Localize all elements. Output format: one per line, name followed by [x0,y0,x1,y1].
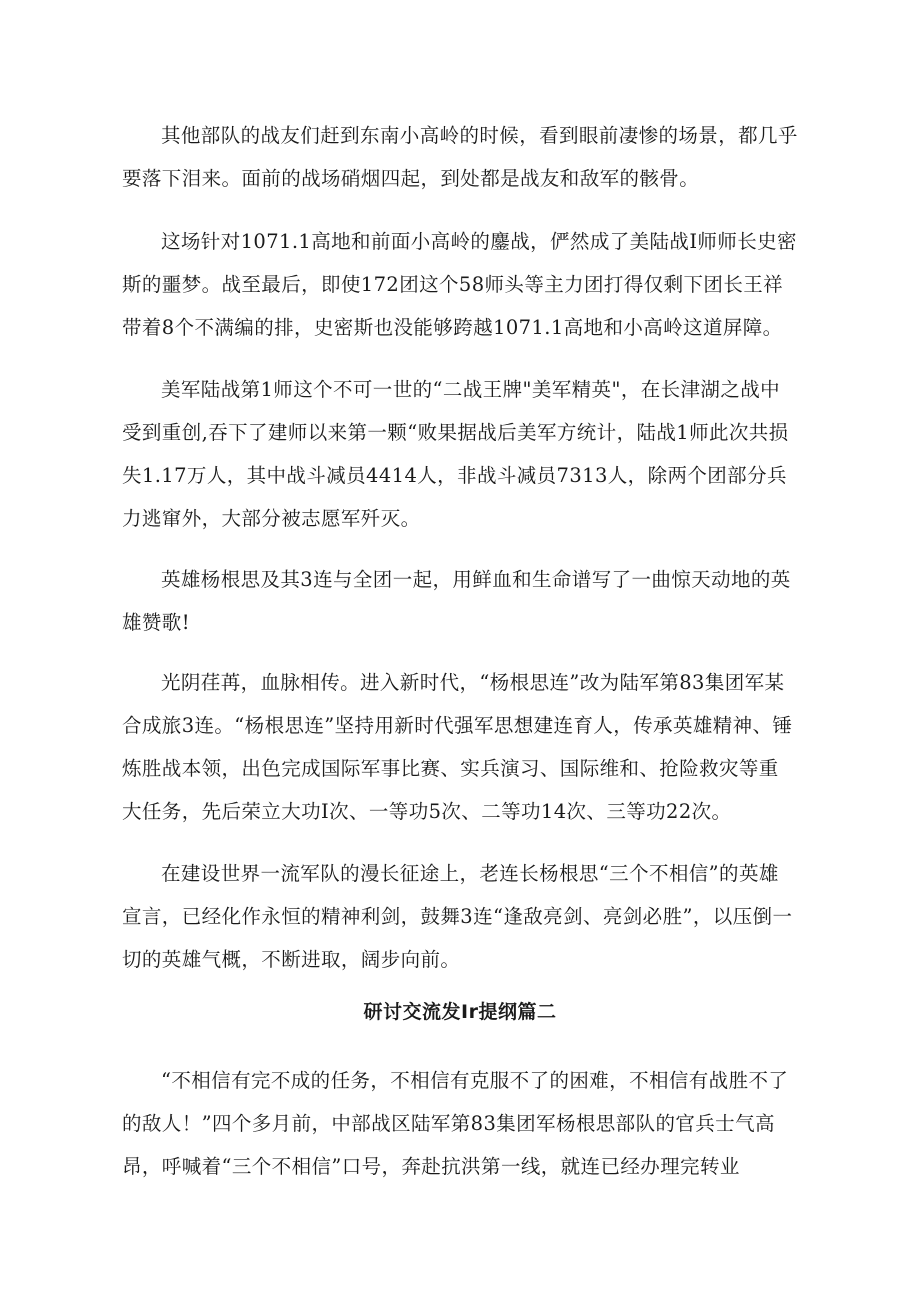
section-heading: 研讨交流发Ir提纲篇二 [363,1001,557,1023]
paragraph-5: 光阴荏苒，血脉相传。进入新时代，“杨根思连”改为陆军第83集团军某合成旅3连。“杨根思连”坚持用新时代强军思想建连育人，传承英雄精神、锤炼胜战本领，出色完成国际军事比赛、实兵演习、国际维和、抢险救灾等重大任务，先后荣立大功I次、一等功5次、二等功14次、三等功22次。 [122,671,793,823]
paragraph-3: 美军陆战第1师这个不可一世的“二战王牌"美军精英"，在长津湖之战中受到重创,吞下了建师以来第一颗“败果据战后美军方统计，陆战1师此次共损失1.17万人，其中战斗减员4414人，非战斗减员7313人，除两个团部分兵力逃窜外，大部分被志愿军歼灭。 [122,378,789,530]
paragraph-7: “不相信有完不成的任务，不相信有克服不了的困难，不相信有战胜不了的敌人！”四个多月前，中部战区陆军第83集团军杨根思部队的官兵士气高昂，呼喊着“三个不相信”口号，奔赴抗洪第一线，就连已经办理完转业 [122,1069,789,1178]
paragraph-4: 英雄杨根思及其3连与全团一起，用鲜血和生命谱写了一曲惊天动地的英雄赞歌! [122,568,791,634]
paragraph-1: 其他部队的战友们赶到东南小高岭的时候，看到眼前凄惨的场景，都几乎要落下泪来。面前的战场硝烟四起，到处都是战友和敌军的骸骨。 [122,124,798,190]
paragraph-6: 在建设世界一流军队的漫长征途上，老连长杨根思“三个不相信”的英雄宣言，已经化作永恒的精神利剑，鼓舞3连“逢敌亮剑、亮剑必胜”，以压倒一切的英雄气概，不断进取，阔步向前。 [122,862,793,971]
paragraph-2: 这场针对1071.1高地和前面小高岭的鏖战，俨然成了美陆战I师师长史密斯的噩梦。战至最后，即使172团这个58师头等主力团打得仅剩下团长王祥带着8个不满编的排，史密斯也没能够跨越1071.1高地和小高岭这道屏障。 [122,230,797,339]
